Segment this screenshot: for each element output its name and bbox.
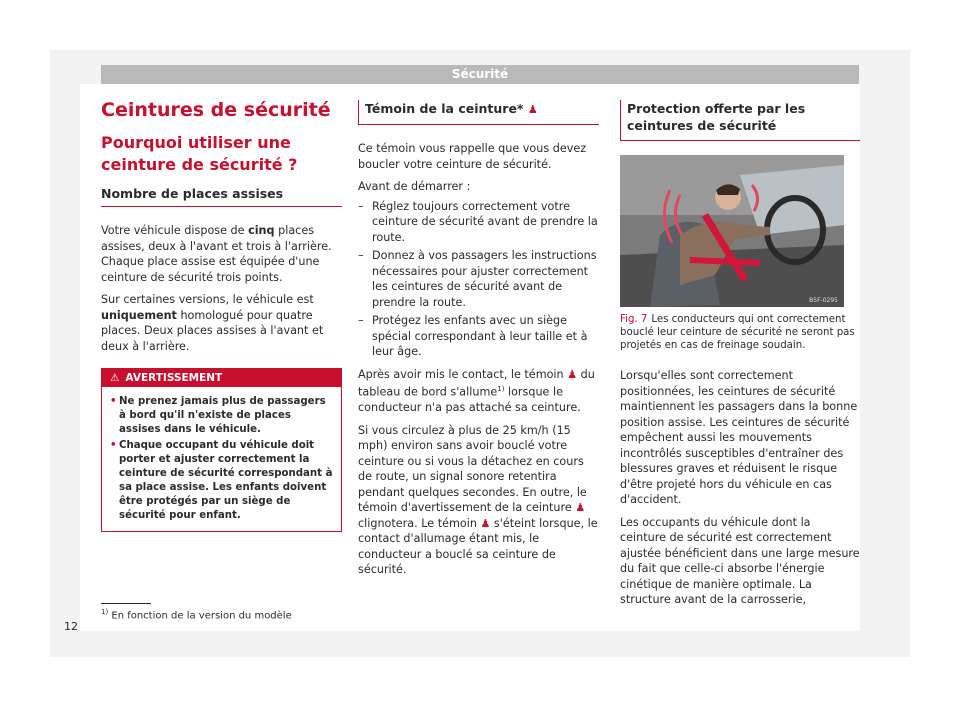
warning-list: [102, 387, 341, 531]
page-title: Ceintures de sécurité: [101, 99, 331, 121]
section-heading-belt-warning: Témoin de la ceinture* ♟: [358, 100, 599, 125]
seatbelt-warning-icon: ♟: [480, 516, 491, 530]
chapter-header: Sécurité: [101, 65, 859, 84]
list-item: – Protégez les enfants avec un siège spécial correspondant à leur taille et à leur âge.: [358, 313, 599, 360]
footnote-ref: 1): [497, 385, 505, 393]
column-right: [620, 84, 860, 608]
column-middle: [358, 84, 599, 578]
page-subtitle: Pourquoi utiliser une ceinture de sécurité ?: [101, 133, 298, 174]
paragraph-reminder: Ce témoin vous rappelle que vous devez boucler votre ceinture de sécurité.: [358, 142, 587, 171]
warning-triangle-icon: ⚠: [110, 372, 120, 384]
seatbelt-warning-icon: ♟: [575, 501, 586, 515]
warning-item: • Chaque occupant du véhicule doit porter et ajuster correctement la ceinture de sécurité correspondant à sa place assise. Les enfants doivent être protégés par un siège de sécurité pour enfant.: [110, 439, 333, 523]
paragraph-versions: Sur certaines versions, le véhicule est uniquement homologué pour quatre places. Deux places assises à l'avant et deux à l'arrière.: [101, 293, 324, 353]
list-item: – Réglez toujours correctement votre ceinture de sécurité avant de prendre la route.: [358, 199, 599, 246]
section-heading-protection: Protection offerte par les ceintures de sécurité: [620, 100, 860, 141]
paragraph-ignition: Après avoir mis le contact, le témoin ♟ du tableau de bord s'allume$^{1)}$ lorsque le conducteur n'a pas attaché sa ceinture.: [358, 367, 595, 415]
page-number: 12: [64, 620, 78, 633]
instruction-list: [358, 199, 599, 360]
figure-code: B5F-0295: [809, 297, 838, 304]
driver-illustration: [620, 155, 844, 307]
seatbelt-warning-icon: ♟: [567, 367, 578, 381]
page-content: [80, 84, 860, 631]
paragraph-seats: Votre véhicule dispose de cinq places assises, deux à l'avant et trois à l'arrière. Chaque place assise est équipée d'une ceinture de sécurité trois points.: [101, 224, 332, 284]
warning-item: • Ne prenez jamais plus de passagers à bord qu'il n'existe de places assises dans le véhicule.: [110, 395, 333, 437]
footnote: $^{1)}$ En fonction de la version du modèle: [101, 608, 292, 622]
section-heading-seats: Nombre de places assises: [101, 186, 342, 207]
seatbelt-warning-icon: ♟: [527, 103, 538, 116]
warning-header: ⚠ AVERTISSEMENT: [102, 369, 341, 387]
paragraph-speed: Si vous circulez à plus de 25 km/h (15 mph) environ sans avoir bouclé votre ceinture ou si vous la détachez en cours de route, un signal sonore retentira pendant quelques secondes. En outre, le témoin d'avertissement de la ceinture ♟ clignotera. Le témoin ♟ s'éteint lorsque, le contact d'allumage étant mis, le conducteur a bouclé sa ceinture de sécurité.: [358, 423, 598, 577]
column-left: [101, 84, 342, 532]
footnote-divider: [101, 603, 151, 604]
paragraph-before-start: Avant de démarrer :: [358, 180, 471, 193]
warning-box: [101, 368, 342, 532]
paragraph-occupants: Les occupants du véhicule dont la ceinture de sécurité est correctement ajustée bénéficient dans une large mesure du fait que celle-ci absorbe l'énergie cinétique de manière optimale. La structure avant de la carrosserie,: [620, 515, 860, 606]
paragraph-positioning: Lorsqu'elles sont correctement positionnées, les ceintures de sécurité maintiennent les passagers dans la bonne position assise. Les ceintures de sécurité empêchent aussi les mouvements incontrôlés susceptibles d'entraîner des blessures graves et réduisent le risque d'être projeté hors du véhicule en cas d'accident.: [620, 369, 858, 506]
list-item: – Donnez à vos passagers les instructions nécessaires pour ajuster correctement les ceintures de sécurité avant de prendre la route.: [358, 248, 599, 310]
figure-driver-seatbelt: [620, 155, 844, 307]
figure-caption: Fig. 7 Les conducteurs qui ont correctement bouclé leur ceinture de sécurité ne seront pas projetés en cas de freinage soudain.: [620, 314, 855, 351]
